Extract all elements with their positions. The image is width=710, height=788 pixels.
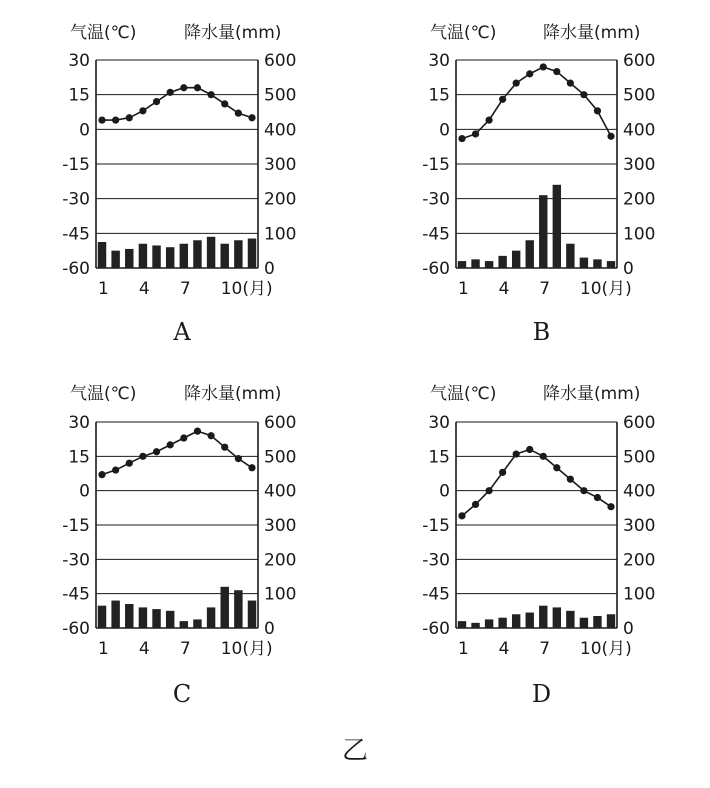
temperature-point — [139, 453, 146, 460]
temperature-point — [594, 107, 601, 114]
temperature-tick-label: -30 — [422, 189, 450, 210]
precipitation-tick-label: 600 — [264, 51, 297, 71]
temperature-point — [235, 110, 242, 117]
temperature-tick-label: 30 — [68, 51, 90, 71]
precipitation-bar — [98, 606, 106, 628]
temperature-tick-label: 15 — [68, 447, 90, 468]
temperature-axis-title: 气温(℃) — [70, 23, 137, 43]
temperature-tick-label: -45 — [62, 224, 90, 245]
precipitation-bar — [193, 240, 201, 268]
temperature-tick-label: 0 — [439, 120, 450, 141]
temperature-point — [248, 464, 255, 471]
temperature-tick-label: -30 — [422, 550, 450, 571]
precipitation-tick-label: 100 — [264, 584, 297, 605]
temperature-point — [139, 107, 146, 114]
precipitation-tick-label: 200 — [623, 550, 656, 571]
temperature-tick-label: -15 — [422, 516, 450, 536]
month-tick-label: 10(月) — [220, 279, 273, 299]
precipitation-tick-label: 400 — [264, 481, 297, 502]
month-tick-label: 4 — [138, 639, 150, 659]
precipitation-axis-title: 降水量(mm) — [184, 384, 282, 404]
temperature-point — [553, 464, 560, 471]
precipitation-bar — [607, 614, 615, 628]
temperature-point — [98, 116, 105, 123]
temperature-line — [462, 449, 611, 515]
precipitation-bar — [512, 614, 520, 628]
temperature-point — [194, 84, 201, 91]
temperature-axis-title: 气温(℃) — [430, 23, 497, 43]
precipitation-bar — [152, 245, 160, 268]
month-tick-label: 7 — [539, 639, 551, 659]
precipitation-bar — [512, 251, 520, 268]
precipitation-bar — [234, 590, 242, 628]
panel-label: D — [531, 680, 552, 708]
precipitation-tick-label: 100 — [623, 224, 656, 245]
precipitation-bar — [580, 618, 588, 628]
precipitation-bar — [498, 256, 506, 268]
temperature-tick-label: -60 — [422, 259, 450, 279]
precipitation-bar — [166, 611, 174, 628]
temperature-point — [580, 91, 587, 98]
month-tick-label: 4 — [138, 279, 150, 299]
temperature-tick-label: 30 — [428, 51, 450, 71]
precipitation-bar — [593, 616, 601, 628]
month-tick-label: 7 — [539, 279, 551, 299]
climate-chart-b — [422, 23, 655, 346]
temperature-point — [221, 100, 228, 107]
month-tick-label: 10(月) — [220, 639, 273, 659]
temperature-point — [167, 89, 174, 96]
temperature-tick-label: 30 — [68, 413, 90, 433]
precipitation-bar — [207, 237, 215, 268]
precipitation-axis-title: 降水量(mm) — [543, 384, 641, 404]
precipitation-bar — [526, 240, 534, 268]
precipitation-tick-label: 100 — [623, 584, 656, 605]
temperature-tick-label: -30 — [62, 550, 90, 571]
precipitation-tick-label: 200 — [623, 189, 656, 210]
temperature-point — [126, 460, 133, 467]
temperature-point — [221, 444, 228, 451]
temperature-tick-label: -15 — [422, 155, 450, 175]
temperature-point — [607, 133, 614, 140]
climate-chart-d — [422, 384, 655, 708]
temperature-point — [513, 80, 520, 87]
precipitation-tick-label: 200 — [264, 189, 297, 210]
precipitation-bar — [221, 587, 229, 628]
precipitation-tick-label: 0 — [264, 619, 275, 639]
temperature-point — [180, 84, 187, 91]
precipitation-tick-label: 500 — [623, 85, 656, 106]
temperature-point — [580, 487, 587, 494]
temperature-tick-label: -45 — [422, 224, 450, 245]
temperature-tick-label: -15 — [62, 155, 90, 175]
temperature-point — [526, 70, 533, 77]
precipitation-bar — [180, 621, 188, 628]
temperature-axis-title: 气温(℃) — [70, 384, 137, 404]
month-tick-label: 1 — [98, 639, 109, 659]
temperature-point — [607, 503, 614, 510]
temperature-point — [153, 98, 160, 105]
temperature-line — [102, 431, 252, 474]
temperature-tick-label: 15 — [428, 85, 450, 106]
precipitation-bar — [593, 259, 601, 268]
temperature-point — [540, 453, 547, 460]
temperature-point — [472, 130, 479, 137]
precipitation-bar — [471, 259, 479, 268]
precipitation-tick-label: 300 — [623, 155, 656, 175]
month-tick-label: 1 — [458, 639, 469, 659]
temperature-point — [194, 428, 201, 435]
precipitation-bar — [125, 249, 133, 268]
temperature-axis-title: 气温(℃) — [430, 384, 497, 404]
temperature-point — [499, 96, 506, 103]
temperature-point — [485, 116, 492, 123]
precipitation-tick-label: 600 — [623, 51, 656, 71]
temperature-point — [485, 487, 492, 494]
temperature-point — [98, 471, 105, 478]
precipitation-axis-title: 降水量(mm) — [543, 23, 641, 43]
temperature-tick-label: 0 — [79, 481, 90, 502]
climate-chart-c — [62, 384, 296, 708]
precipitation-tick-label: 0 — [264, 259, 275, 279]
month-tick-label: 10(月) — [579, 279, 632, 299]
precipitation-tick-label: 200 — [264, 550, 297, 571]
temperature-point — [567, 80, 574, 87]
temperature-point — [540, 63, 547, 70]
precipitation-bar — [566, 244, 574, 268]
precipitation-bar — [221, 244, 229, 268]
precipitation-tick-label: 0 — [623, 259, 634, 279]
precipitation-tick-label: 100 — [264, 224, 297, 245]
temperature-point — [458, 512, 465, 519]
precipitation-bar — [566, 611, 574, 628]
temperature-point — [167, 441, 174, 448]
temperature-tick-label: -45 — [422, 584, 450, 605]
panel-label: B — [532, 318, 551, 346]
temperature-line — [462, 67, 611, 139]
temperature-tick-label: -15 — [62, 516, 90, 536]
temperature-point — [458, 135, 465, 142]
precipitation-bar — [139, 607, 147, 628]
temperature-point — [153, 448, 160, 455]
precipitation-bar — [526, 613, 534, 628]
temperature-point — [207, 91, 214, 98]
precipitation-bar — [166, 247, 174, 268]
figure-label: 乙 — [341, 736, 368, 766]
temperature-point — [513, 450, 520, 457]
precipitation-bar — [607, 261, 615, 268]
temperature-tick-label: 15 — [68, 85, 90, 106]
temperature-tick-label: -30 — [62, 189, 90, 210]
panel-label: A — [173, 318, 191, 346]
precipitation-bar — [248, 239, 256, 268]
precipitation-tick-label: 500 — [264, 85, 297, 106]
precipitation-tick-label: 300 — [264, 155, 297, 175]
precipitation-bar — [539, 195, 547, 268]
temperature-point — [594, 494, 601, 501]
precipitation-tick-label: 500 — [264, 447, 297, 468]
temperature-point — [248, 114, 255, 121]
month-tick-label: 10(月) — [579, 639, 632, 659]
precipitation-bar — [139, 244, 147, 268]
precipitation-bar — [580, 258, 588, 268]
temperature-point — [112, 466, 119, 473]
temperature-point — [567, 476, 574, 483]
temperature-line — [102, 88, 252, 120]
precipitation-tick-label: 300 — [264, 516, 297, 536]
precipitation-tick-label: 400 — [264, 120, 297, 141]
temperature-point — [235, 455, 242, 462]
precipitation-bar — [152, 609, 160, 628]
precipitation-bar — [458, 261, 466, 268]
temperature-point — [112, 116, 119, 123]
month-tick-label: 4 — [498, 639, 510, 659]
precipitation-bar — [498, 618, 506, 628]
temperature-point — [126, 114, 133, 121]
precipitation-tick-label: 400 — [623, 481, 656, 502]
precipitation-tick-label: 300 — [623, 516, 656, 536]
precipitation-bar — [98, 242, 106, 268]
precipitation-bar — [125, 604, 133, 628]
temperature-point — [207, 432, 214, 439]
month-tick-label: 4 — [498, 279, 510, 299]
precipitation-tick-label: 600 — [623, 413, 656, 433]
precipitation-bar — [207, 607, 215, 628]
precipitation-bar — [553, 607, 561, 628]
precipitation-bar — [234, 240, 242, 268]
temperature-tick-label: 0 — [79, 120, 90, 141]
temperature-tick-label: 30 — [428, 413, 450, 433]
climate-chart-a — [62, 23, 296, 346]
temperature-tick-label: -45 — [62, 584, 90, 605]
precipitation-bar — [485, 261, 493, 268]
temperature-tick-label: 0 — [439, 481, 450, 502]
temperature-tick-label: 15 — [428, 447, 450, 468]
precipitation-bar — [458, 621, 466, 628]
precipitation-tick-label: 0 — [623, 619, 634, 639]
month-tick-label: 7 — [179, 639, 191, 659]
precipitation-bar — [539, 606, 547, 628]
temperature-point — [472, 501, 479, 508]
temperature-point — [180, 434, 187, 441]
month-tick-label: 1 — [98, 279, 109, 299]
temperature-point — [553, 68, 560, 75]
precipitation-tick-label: 400 — [623, 120, 656, 141]
precipitation-bar — [111, 601, 119, 628]
precipitation-bar — [471, 623, 479, 628]
temperature-point — [526, 446, 533, 453]
precipitation-bar — [553, 185, 561, 268]
precipitation-bar — [111, 251, 119, 268]
temperature-point — [499, 469, 506, 476]
month-tick-label: 7 — [179, 279, 191, 299]
precipitation-bar — [248, 601, 256, 628]
precipitation-bar — [193, 619, 201, 628]
panel-label: C — [172, 680, 192, 708]
temperature-tick-label: -60 — [422, 619, 450, 639]
precipitation-tick-label: 500 — [623, 447, 656, 468]
precipitation-tick-label: 600 — [264, 413, 297, 433]
temperature-tick-label: -60 — [62, 619, 90, 639]
month-tick-label: 1 — [458, 279, 469, 299]
precipitation-axis-title: 降水量(mm) — [184, 23, 282, 43]
temperature-tick-label: -60 — [62, 259, 90, 279]
precipitation-bar — [485, 619, 493, 628]
precipitation-bar — [180, 244, 188, 268]
